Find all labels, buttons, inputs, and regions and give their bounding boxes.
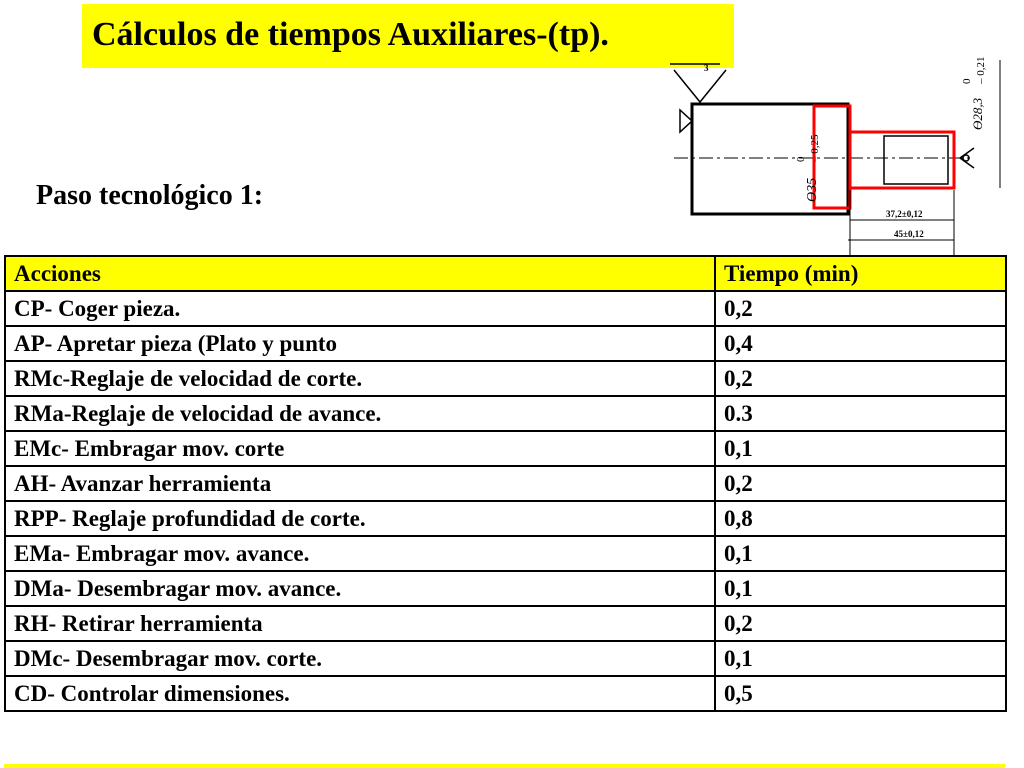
- header-time: Tiempo (min): [715, 256, 1006, 291]
- large-tol-upper: 0: [795, 156, 807, 162]
- small-tol-upper: 0: [961, 78, 973, 84]
- small-tol-lower: – 0,21: [975, 56, 987, 84]
- time-cell: 0,2: [715, 361, 1006, 396]
- page-title: Cálculos de tiempos Auxiliares-(tp).: [92, 16, 609, 53]
- time-cell: 0,1: [715, 431, 1006, 466]
- dim-label-2: 45±0,12: [894, 229, 924, 239]
- table-row: [5, 431, 1006, 466]
- table-row: [5, 571, 1006, 606]
- step-label: Paso tecnológico 1:: [36, 180, 264, 211]
- action-cell: EMc- Embragar mov. corte: [5, 431, 715, 466]
- table-row: [5, 606, 1006, 641]
- action-cell: EMa- Embragar mov. avance.: [5, 536, 715, 571]
- dim-label-1: 37,2±0,12: [886, 209, 923, 219]
- table-row: [5, 361, 1006, 396]
- time-cell: 0,8: [715, 501, 1006, 536]
- actions-table: [4, 255, 1007, 712]
- weld-number: 3: [704, 63, 709, 73]
- action-cell: DMc- Desembragar mov. corte.: [5, 641, 715, 676]
- table-row: [5, 396, 1006, 431]
- action-cell: RMa-Reglaje de velocidad de avance.: [5, 396, 715, 431]
- large-diameter-label: ϴ35: [805, 177, 820, 202]
- table-row: [5, 676, 1006, 711]
- action-cell: RPP- Reglaje profundidad de corte.: [5, 501, 715, 536]
- machined-section-small: [850, 132, 954, 188]
- table-header-row: [5, 256, 1006, 291]
- action-cell: RH- Retirar herramienta: [5, 606, 715, 641]
- time-cell: 0,1: [715, 536, 1006, 571]
- time-cell: 0,1: [715, 641, 1006, 676]
- action-cell: CP- Coger pieza.: [5, 291, 715, 326]
- table-row: [5, 536, 1006, 571]
- time-cell: 0,2: [715, 291, 1006, 326]
- action-cell: AH- Avanzar herramienta: [5, 466, 715, 501]
- time-cell: 0,2: [715, 606, 1006, 641]
- table-row: [5, 291, 1006, 326]
- machining-symbol: [674, 70, 726, 102]
- large-cylinder: [692, 104, 848, 214]
- header-actions: Acciones: [5, 256, 715, 291]
- action-cell: AP- Apretar pieza (Plato y punto: [5, 326, 715, 361]
- table-row: [5, 326, 1006, 361]
- title-banner: [82, 4, 734, 68]
- table-row: [5, 641, 1006, 676]
- large-tol-lower: – 0,25: [809, 134, 821, 162]
- time-cell: 0,2: [715, 466, 1006, 501]
- table-row: [5, 466, 1006, 501]
- action-cell: CD- Controlar dimensiones.: [5, 676, 715, 711]
- clamp-icon: [680, 110, 692, 132]
- action-cell: DMa- Desembragar mov. avance.: [5, 571, 715, 606]
- time-cell: 0.3: [715, 396, 1006, 431]
- time-cell: 0,5: [715, 676, 1006, 711]
- small-cylinder: [884, 136, 948, 184]
- small-diameter-label: ϴ28,3: [970, 97, 985, 130]
- time-cell: 0,4: [715, 326, 1006, 361]
- shaft-technical-drawing: [664, 40, 1024, 255]
- time-cell: 0,1: [715, 571, 1006, 606]
- table-footer-strip: [4, 764, 1005, 768]
- action-cell: RMc-Reglaje de velocidad de corte.: [5, 361, 715, 396]
- table-row: [5, 501, 1006, 536]
